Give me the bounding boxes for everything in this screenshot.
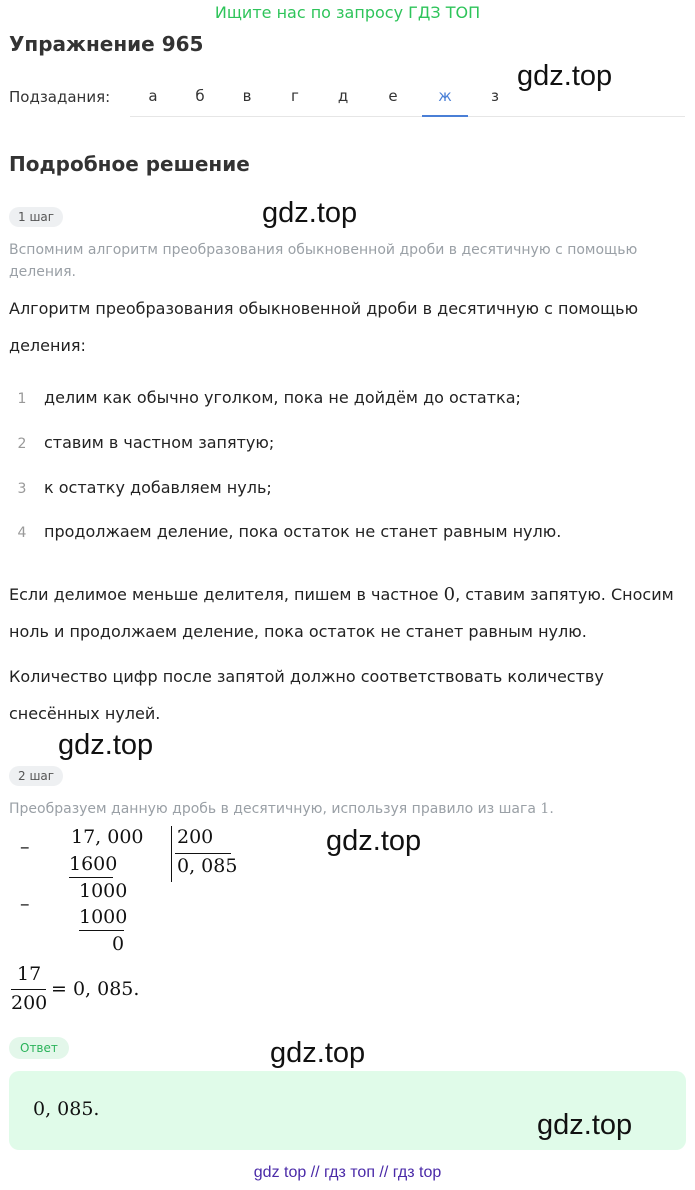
subtask-tab-e[interactable]: е	[388, 87, 398, 105]
watermark: gdz.top	[262, 197, 358, 229]
subtrahend-1: 1600	[69, 853, 118, 875]
subtrahend-2: 1000	[79, 906, 128, 928]
hint-text: Преобразуем данную дробь в десятичную, используя правило из шага	[9, 801, 541, 817]
paragraph-text: Если делимое меньше делителя, пишем в частное	[9, 585, 444, 604]
minus-sign: –	[20, 893, 30, 915]
list-number: 1	[17, 391, 27, 407]
remainder-2: 0	[112, 933, 125, 955]
hint-text: .	[549, 801, 554, 817]
hint-number: 1	[540, 801, 550, 817]
list-item	[9, 433, 274, 452]
fraction-numerator: 17	[17, 963, 42, 985]
watermark: gdz.top	[58, 729, 154, 761]
division-vertical-line	[171, 826, 172, 882]
list-text: делим как обычно уголком, пока не дойдём до остатка;	[44, 388, 521, 407]
list-text: ставим в частном запятую;	[44, 433, 275, 452]
search-banner: Ищите нас по запросу ГДЗ ТОП	[214, 3, 481, 22]
watermark: gdz.top	[537, 1109, 633, 1141]
list-number: 3	[17, 481, 27, 497]
step-1-intro: Алгоритм преобразования обыкновенной дроби в десятичную с помощью деления:	[9, 299, 639, 355]
subtask-tab-a[interactable]: а	[148, 87, 158, 105]
step-2-badge: 2 шаг	[9, 766, 63, 786]
watermark: gdz.top	[517, 60, 613, 92]
divisor-line	[175, 853, 231, 854]
subtask-tab-v[interactable]: в	[242, 87, 252, 105]
footer-links[interactable]: gdz top // гдз топ // гдз top	[253, 1164, 442, 1181]
section-title: Подробное решение	[9, 152, 250, 176]
math-zero: 0	[443, 584, 456, 605]
subtask-tab-g[interactable]: г	[291, 87, 299, 105]
subtask-tab-d[interactable]: д	[337, 87, 349, 105]
answer-badge: Ответ	[9, 1037, 69, 1059]
subtask-tab-b[interactable]: б	[195, 87, 205, 105]
list-number: 4	[17, 525, 27, 541]
fraction-result: = 0, 085.	[51, 978, 140, 1000]
divisor: 200	[177, 826, 214, 848]
list-item	[9, 388, 521, 407]
list-number: 2	[17, 436, 27, 452]
step-2-hint	[9, 798, 689, 820]
list-text: продолжаем деление, пока остаток не станет равным нулю.	[44, 522, 562, 541]
step-1-paragraph	[9, 576, 685, 650]
list-item	[9, 478, 272, 497]
list-item	[9, 522, 561, 541]
watermark: gdz.top	[326, 825, 422, 857]
subtask-tab-zh[interactable]: ж	[422, 87, 468, 117]
step-1-hint: Вспомним алгоритм преобразования обыкновенной дроби в десятичную с помощью деления.	[9, 242, 638, 280]
answer-value: 0, 085.	[33, 1098, 100, 1120]
subtask-tab-z[interactable]: з	[491, 87, 499, 105]
subtraction-line-2	[79, 930, 124, 931]
watermark: gdz.top	[270, 1037, 366, 1069]
fraction-denominator: 200	[11, 992, 48, 1014]
list-text: к остатку добавляем нуль;	[44, 478, 272, 497]
paragraph-text: , ставим запятую. Сносим ноль и продолжаем деление, пока остаток не станет равным нулю.	[9, 585, 674, 641]
step-1-paragraph: Количество цифр после запятой должно соответствовать количеству снесённых нулей.	[9, 667, 604, 723]
fraction-bar	[11, 989, 46, 990]
subtraction-line-1	[69, 877, 113, 878]
step-1-badge: 1 шаг	[9, 207, 63, 227]
subtasks-label: Подзадания:	[9, 88, 111, 106]
quotient: 0, 085	[177, 855, 238, 877]
page-title: Упражнение 965	[9, 32, 204, 56]
dividend: 17, 000	[71, 826, 144, 848]
remainder-1: 1000	[79, 880, 128, 902]
minus-sign: –	[20, 836, 30, 858]
